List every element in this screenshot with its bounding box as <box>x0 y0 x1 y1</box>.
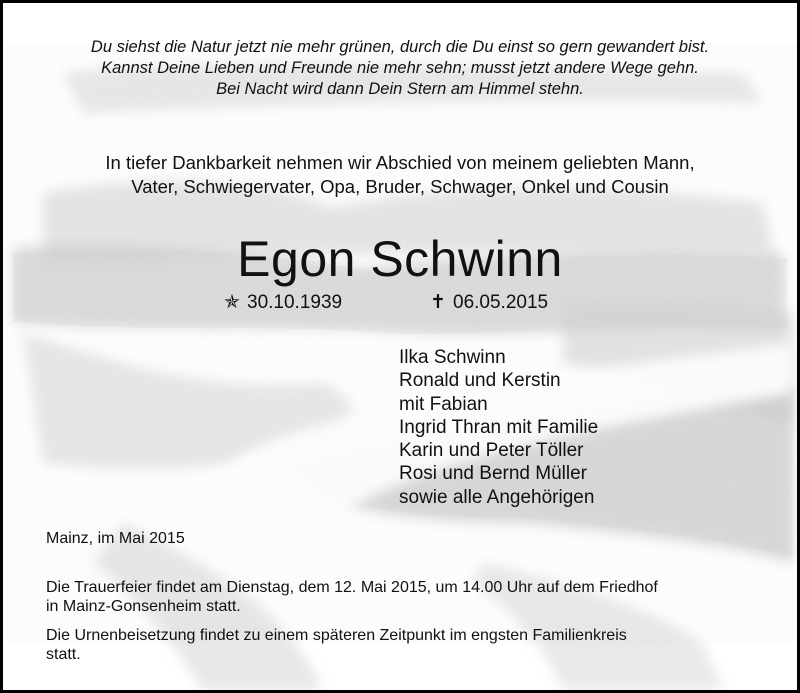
mourner-entry: Karin und Peter Töller <box>399 440 584 462</box>
mourner-entry: Rosi und Bernd Müller <box>399 463 587 485</box>
poem-line: Bei Nacht wird dann Dein Stern am Himmel stehn. <box>216 80 584 98</box>
mourner-entry: Ronald und Kerstin <box>399 370 561 392</box>
urn-line: Die Urnenbeisetzung findet zu einem späteren Zeitpunkt im engsten Familienkreis <box>46 627 627 644</box>
star-icon: ✯ <box>224 292 240 313</box>
poem-verse <box>3 37 797 100</box>
mourner-entry: Ilka Schwinn <box>399 347 506 368</box>
farewell-intro <box>3 151 797 199</box>
poem-line: Du siehst die Natur jetzt nie mehr grünen, durch die Du einst so gern gewandert bist. <box>90 38 710 56</box>
deceased-name: Egon Schwinn <box>237 231 563 287</box>
intro-line: In tiefer Dankbarkeit nehmen wir Abschied von meinem geliebten Mann, <box>105 152 695 173</box>
place-and-date: Mainz, im Mai 2015 <box>46 530 185 547</box>
urn-burial-notice <box>46 626 786 664</box>
mourner-entry: Ingrid Thran mit Familie <box>399 416 599 438</box>
urn-line: statt. <box>46 646 81 663</box>
death-date: 06.05.2015 <box>453 292 549 313</box>
death-date-group <box>429 291 548 315</box>
ceremony-line: Die Trauerfeier findet am Dienstag, dem 12. Mai 2015, um 14.00 Uhr auf dem Friedhof <box>46 579 658 596</box>
birth-date: 30.10.1939 <box>247 292 343 313</box>
ceremony-line: in Mainz-Gonsenheim statt. <box>46 598 241 615</box>
mourners-list <box>399 346 598 509</box>
cross-icon: ✝ <box>430 292 446 313</box>
funeral-ceremony-notice <box>46 578 786 616</box>
obituary-card <box>3 3 797 690</box>
poem-line: Kannst Deine Lieben und Freunde nie mehr sehn; musst jetzt andere Wege gehn. <box>101 59 699 77</box>
birth-date-group <box>223 291 342 315</box>
mourner-entry: sowie alle Angehörigen <box>399 486 595 508</box>
intro-line: Vater, Schwiegervater, Opa, Bruder, Schwager, Onkel und Cousin <box>131 176 669 197</box>
mourner-entry: mit Fabian <box>399 393 488 415</box>
